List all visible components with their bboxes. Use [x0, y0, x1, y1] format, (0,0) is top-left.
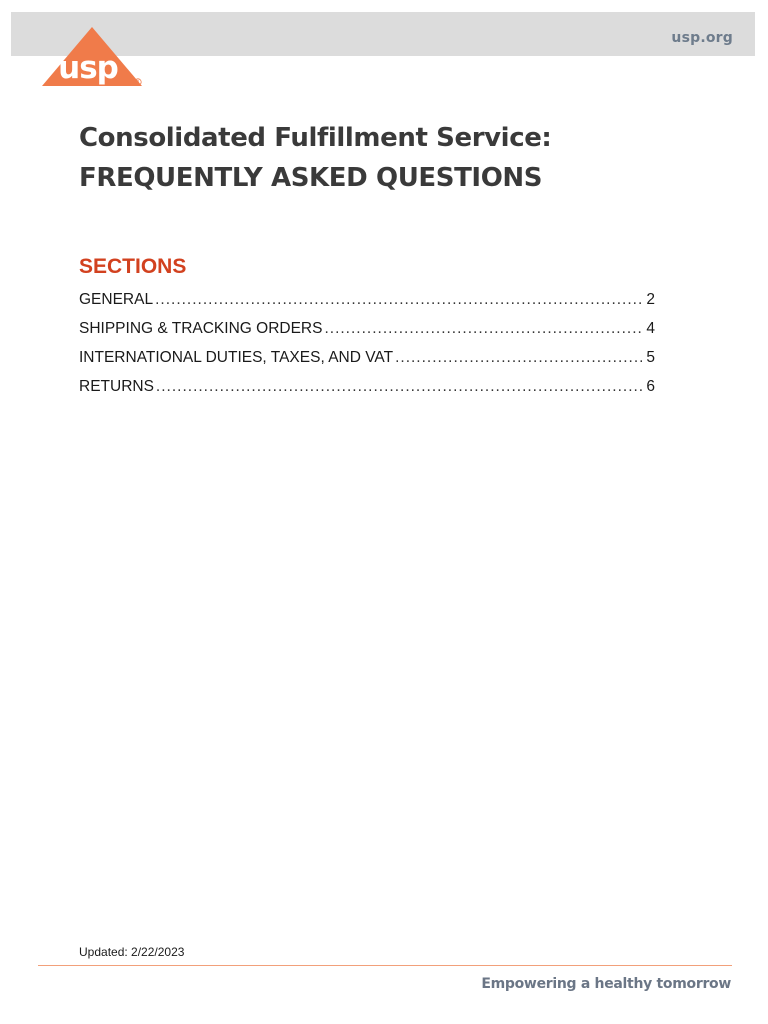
- footer-divider: [38, 965, 732, 966]
- toc-label: INTERNATIONAL DUTIES, TAXES, AND VAT: [79, 349, 394, 366]
- toc-leader-dots: [395, 349, 644, 367]
- toc-item-shipping-tracking[interactable]: [79, 320, 655, 349]
- logo-text: usp: [58, 50, 118, 86]
- toc-label: GENERAL: [79, 291, 154, 308]
- toc-label: SHIPPING & TRACKING ORDERS: [79, 320, 323, 337]
- title-line-2: FREQUENTLY ASKED QUESTIONS: [79, 163, 543, 193]
- toc-leader-dots: [156, 378, 644, 396]
- page-title: [79, 118, 551, 198]
- toc-item-returns[interactable]: [79, 378, 655, 407]
- updated-date: Updated: 2/22/2023: [79, 945, 185, 959]
- toc-page-number: 6: [646, 378, 655, 395]
- site-url-link[interactable]: usp.org: [671, 30, 733, 46]
- table-of-contents: [79, 291, 655, 407]
- toc-page-number: 4: [646, 320, 655, 337]
- toc-item-general[interactable]: [79, 291, 655, 320]
- title-line-1: Consolidated Fulfillment Service:: [79, 123, 552, 153]
- svg-text:R: R: [136, 79, 140, 85]
- toc-leader-dots: [324, 320, 644, 338]
- sections-heading: SECTIONS: [79, 255, 187, 278]
- usp-logo: [38, 26, 146, 88]
- footer-tagline: Empowering a healthy tomorrow: [481, 976, 731, 992]
- toc-item-international-duties[interactable]: [79, 349, 655, 378]
- toc-page-number: 2: [646, 291, 655, 308]
- toc-label: RETURNS: [79, 378, 154, 395]
- toc-leader-dots: [155, 291, 644, 309]
- toc-page-number: 5: [646, 349, 655, 366]
